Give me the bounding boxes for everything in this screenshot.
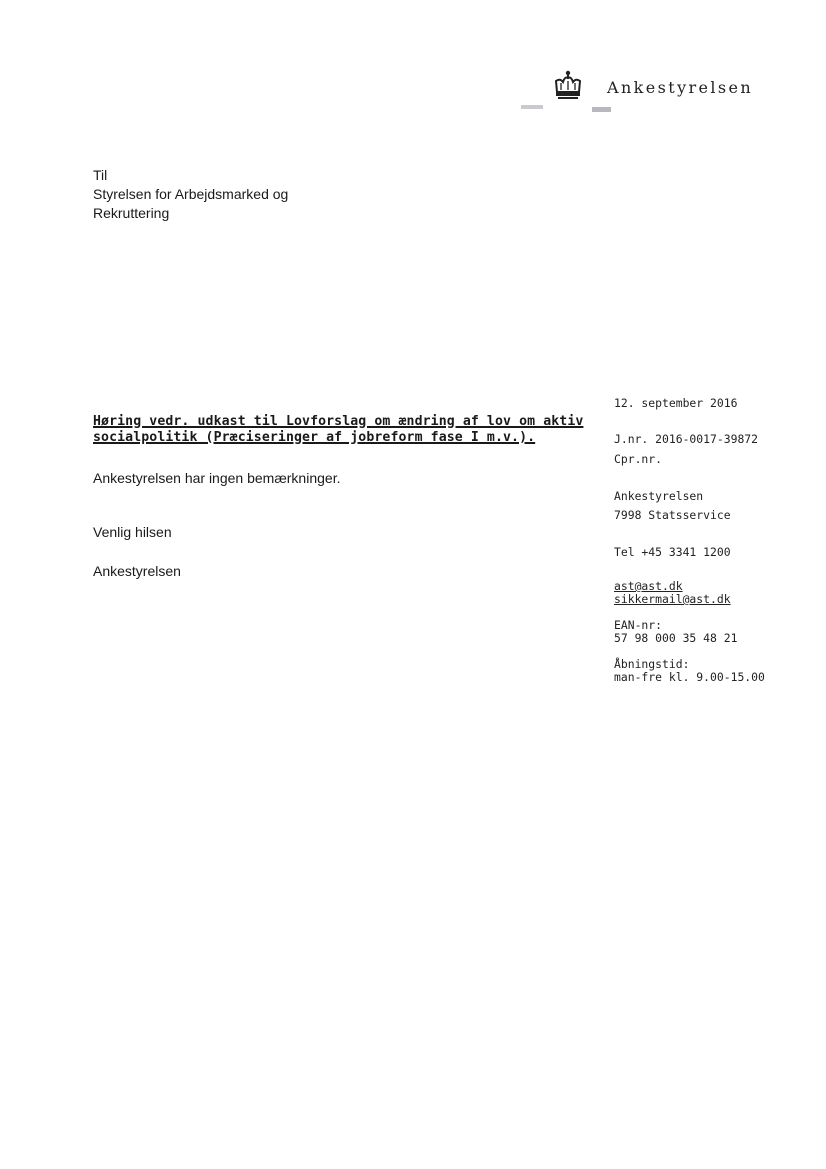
sender-phone: Tel +45 3341 1200	[614, 545, 731, 559]
contact-links	[614, 580, 731, 606]
letter-greeting: Venlig hilsen	[93, 524, 172, 540]
email-link[interactable]: ast@ast.dk	[614, 579, 683, 593]
letter-body: Ankestyrelsen har ingen bemærkninger.	[93, 470, 341, 486]
opening-hours-value: man-fre kl. 9.00-15.00	[614, 670, 765, 684]
ean-value: 57 98 000 35 48 21	[614, 631, 738, 645]
subject-line: Høring vedr. udkast til Lovforslag om ændring af lov om aktiv	[93, 414, 584, 429]
scan-mark	[592, 107, 611, 112]
subject-line: socialpolitik (Præciseringer af jobreform fase I m.v.).	[93, 430, 536, 445]
ean-label: EAN-nr:	[614, 618, 663, 632]
crown-icon	[553, 70, 583, 102]
opening-hours-block	[614, 658, 765, 684]
letter-date: 12. september 2016	[614, 396, 738, 410]
cpr-number: Cpr.nr.	[614, 452, 663, 466]
recipient-block	[93, 166, 288, 223]
letter-signature: Ankestyrelsen	[93, 563, 181, 579]
letter-subject	[93, 414, 584, 446]
scan-mark	[521, 105, 543, 109]
opening-hours-label: Åbningstid:	[614, 657, 690, 671]
recipient-line: Styrelsen for Arbejdsmarked og	[93, 186, 289, 202]
journal-number: J.nr. 2016-0017-39872	[614, 432, 759, 446]
ean-block	[614, 619, 737, 645]
sender-name: Ankestyrelsen	[614, 489, 704, 503]
secure-email-link[interactable]: sikkermail@ast.dk	[614, 592, 731, 606]
recipient-line: Til	[93, 167, 108, 183]
recipient-line: Rekruttering	[93, 205, 170, 221]
sender-address: 7998 Statsservice	[614, 508, 731, 522]
organization-logotype: Ankestyrelsen	[607, 78, 754, 97]
